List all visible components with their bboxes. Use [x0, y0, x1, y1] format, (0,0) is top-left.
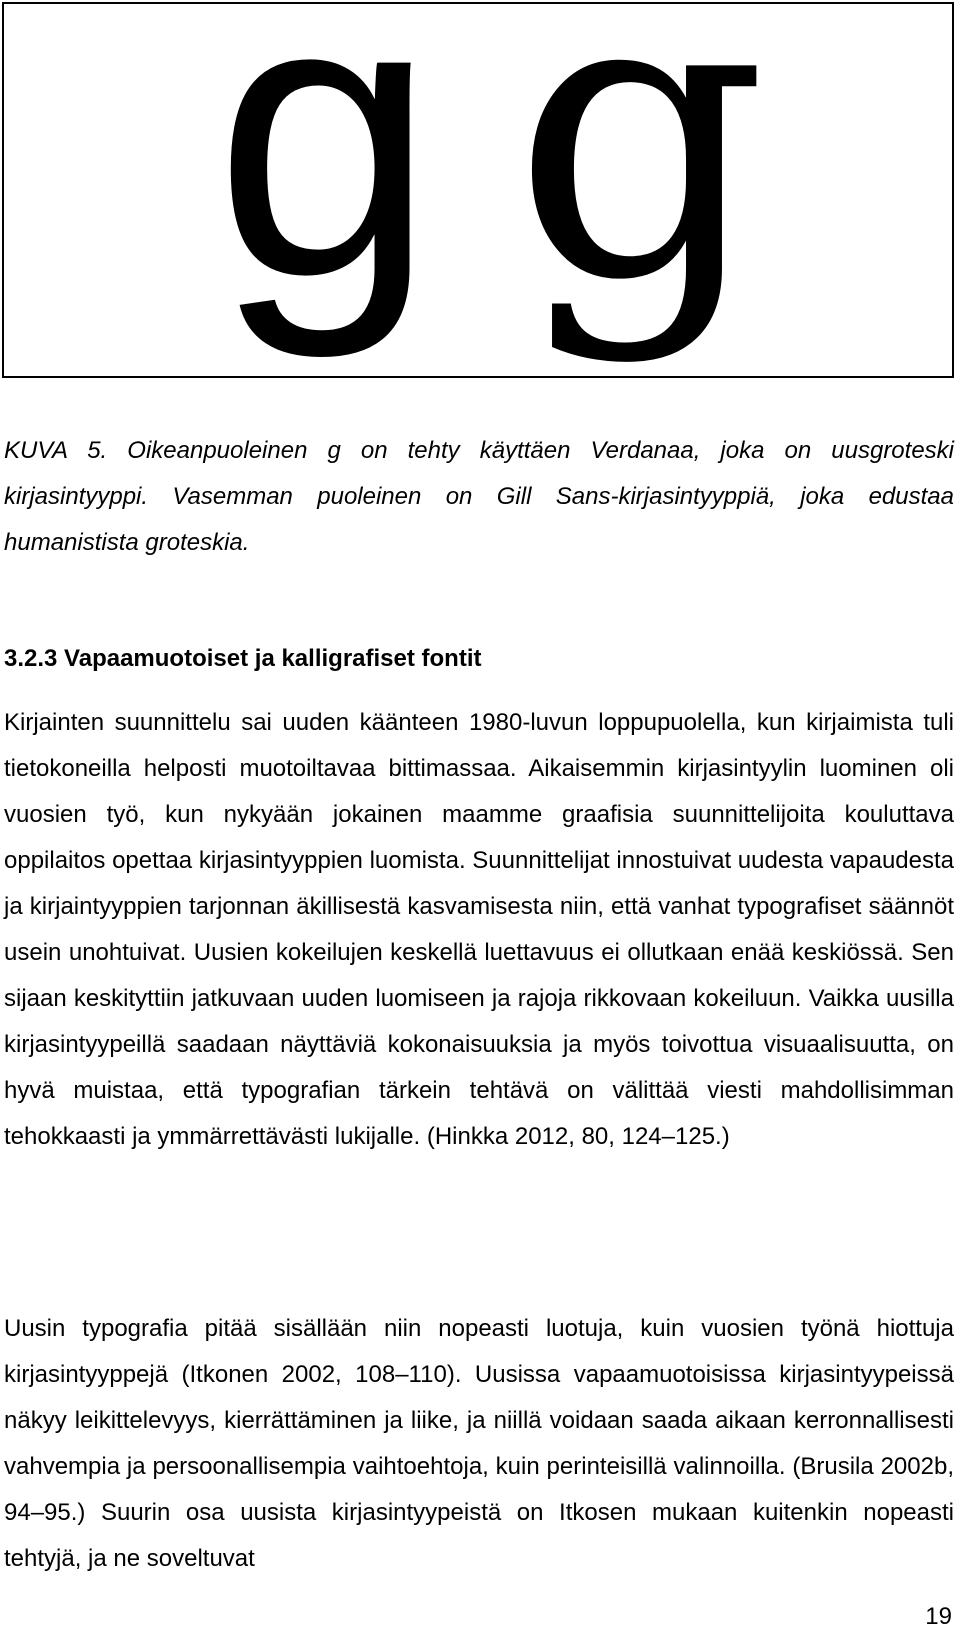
- body-paragraph-1: Kirjainten suunnittelu sai uuden käänteen 1980-luvun loppupuolella, kun kirjaimista tuli tietokoneilla helposti muotoiltavaa bittimassaa. Aikaisemmin kirjasintyylin luominen oli vuosien työ, kun nykyään jokainen maamme graafisia suunnittelijoita kouluttava oppilaitos opettaa kirjasintyyppien luomista. Suunnittelijat innostuivat uudesta vapaudesta ja kirjaintyyppien tarjonnan äkillisestä kasvamisesta niin, että vanhat typografiset säännöt usein unohtuivat. Uusien kokeilujen keskellä luettavuus ei ollutkaan enää keskiössä. Sen sijaan keskityttiin jatkuvaan uuden luomiseen ja rajoja rikkovaan kokeiluun. Vaikka uusilla kirjasintyypeillä saadaan näyttäviä kokonaisuuksia ja myös toivottua visuaalisuutta, on hyvä muistaa, että typografian tärkein tehtävä on välittää viesti mahdollisimman tehokkaasti ja ymmärrettävästi lukijalle. (Hinkka 2012, 80, 124–125.): [4, 709, 954, 1150]
- glyph-gill-sans-g: g: [214, 2, 437, 359]
- section-heading: 3.2.3 Vapaamuotoiset ja kalligrafiset fontit: [4, 645, 482, 672]
- figure-glyph-comparison: [2, 2, 954, 378]
- figure-caption: KUVA 5. Oikeanpuoleinen g on tehty käyttäen Verdanaa, joka on uusgroteski kirjasintyyppi. Vasemman puoleinen on Gill Sans-kirjasintyyppiä, joka edustaa humanistista groteskia.: [4, 437, 954, 556]
- page-number: 19: [925, 1603, 952, 1630]
- body-paragraph-2: Uusin typografia pitää sisällään niin nopeasti luotuja, kuin vuosien työnä hiottuja kirjasintyyppejä (Itkonen 2002, 108–110). Uusissa vapaamuotoisissa kirjasintyypeissä näkyy leikittelevyys, kierrättäminen ja liike, ja niillä voidaan saada aikaan kerronnallisesti vahvempia ja persoonallisempia vaihtoehtoja, kuin perinteisillä valinnoilla. (Brusila 2002b, 94–95.) Suurin osa uusista kirjasintyypeistä on Itkosen mukaan kuitenkin nopeasti tehtyjä, ja ne soveltuvat: [4, 1315, 954, 1572]
- glyph-verdana-g: g: [512, 2, 769, 368]
